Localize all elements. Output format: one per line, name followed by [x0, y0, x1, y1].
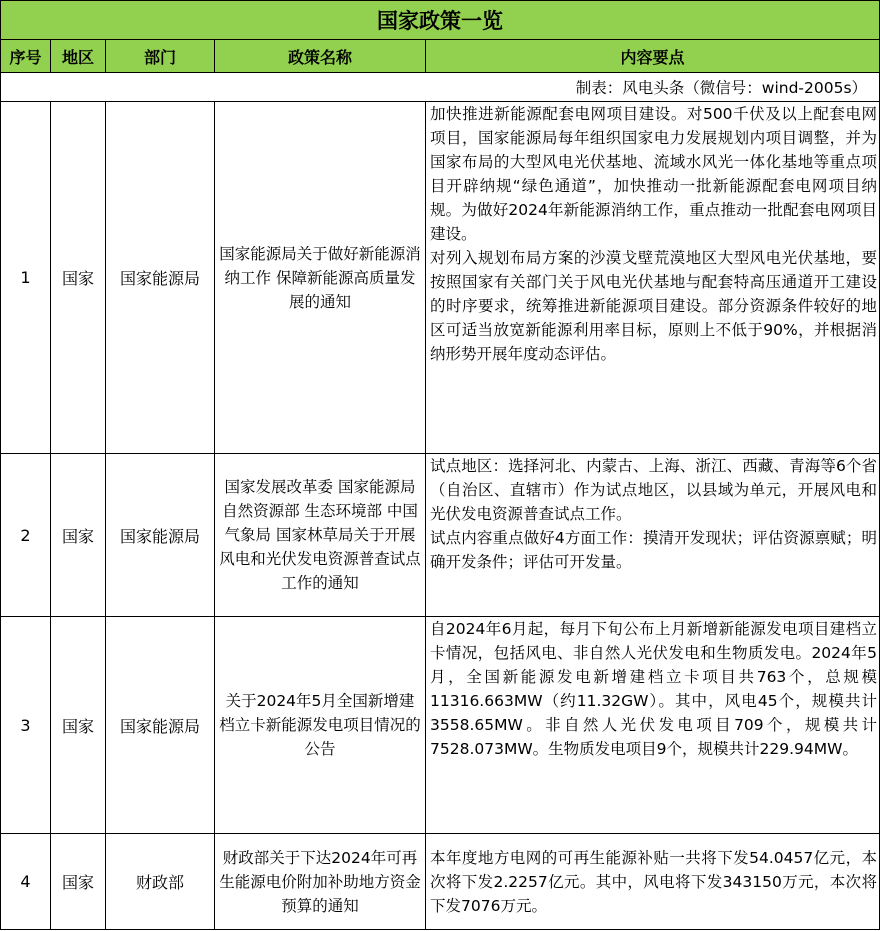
row-department: 国家能源局 [106, 102, 215, 454]
table-row [1, 102, 880, 454]
row-key-points [426, 102, 880, 454]
row-key-points [426, 617, 880, 834]
key-point-paragraph: 对列入规划布局方案的沙漠戈壁荒漠地区大型风电光伏基地，要按照国家有关部门关于风电光伏基地与配套特高压通道开工建设的时序要求，统筹推进新能源项目建设。部分资源条件较好的地区可适当放宽新能源利用率目标，原则上不低于90%，并根据消纳形势开展年度动态评估。 [430, 249, 878, 363]
header-index: 序号 [1, 40, 51, 73]
row-policy-name: 关于2024年5月全国新增建档立卡新能源发电项目情况的公告 [215, 617, 426, 834]
key-point-paragraph: 本年度地方电网的可再生能源补贴一共将下发54.0457亿元，本次将下发2.2257亿元。其中，风电将下发343150万元，本次将下发7076万元。 [430, 848, 878, 915]
row-department: 财政部 [106, 834, 215, 930]
row-index: 3 [1, 617, 51, 834]
row-index: 1 [1, 102, 51, 454]
row-region: 国家 [51, 617, 106, 834]
header-region: 地区 [51, 40, 106, 73]
row-key-points [426, 834, 880, 930]
table-title: 国家政策一览 [1, 1, 880, 40]
key-point-paragraph: 试点内容重点做好4方面工作：摸清开发现状；评估资源禀赋；明确开发条件；评估可开发量。 [430, 529, 878, 571]
row-department: 国家能源局 [106, 454, 215, 617]
row-department: 国家能源局 [106, 617, 215, 834]
row-index: 4 [1, 834, 51, 930]
table-row [1, 454, 880, 617]
row-region: 国家 [51, 834, 106, 930]
header-key-points: 内容要点 [426, 40, 880, 73]
row-policy-name: 财政部关于下达2024年可再生能源电价附加补助地方资金预算的通知 [215, 834, 426, 930]
row-region: 国家 [51, 102, 106, 454]
table-row [1, 834, 880, 930]
row-policy-name: 国家发展改革委 国家能源局 自然资源部 生态环境部 中国气象局 国家林草局关于开展风电和光伏发电资源普查试点工作的通知 [215, 454, 426, 617]
row-region: 国家 [51, 454, 106, 617]
row-policy-name: 国家能源局关于做好新能源消纳工作 保障新能源高质量发展的通知 [215, 102, 426, 454]
key-point-paragraph: 试点地区：选择河北、内蒙古、上海、浙江、西藏、青海等6个省（自治区、直辖市）作为试点地区，以县域为单元，开展风电和光伏发电资源普查试点工作。 [430, 457, 878, 523]
table-row [1, 617, 880, 834]
table-credit: 制表：风电头条（微信号：wind-2005s） [1, 73, 880, 102]
header-policy-name: 政策名称 [215, 40, 426, 73]
row-key-points [426, 454, 880, 617]
row-index: 2 [1, 454, 51, 617]
key-point-paragraph: 自2024年6月起，每月下旬公布上月新增新能源发电项目建档立卡情况，包括风电、非自然人光伏发电和生物质发电。2024年5月，全国新能源发电新增建档立卡项目共763个，总规模11316.663MW（约11.32GW）。其中，风电45个，规模共计3558.65MW。非自然人光伏发电项目709个，规模共计7528.073MW。生物质发电项目9个，规模共计229.94MW。 [430, 620, 878, 758]
header-department: 部门 [106, 40, 215, 73]
key-point-paragraph: 加快推进新能源配套电网项目建设。对500千伏及以上配套电网项目，国家能源局每年组织国家电力发展规划内项目调整，并为国家布局的大型风电光伏基地、流域水风光一体化基地等重点项目开辟纳规“绿色通道”，加快推动一批新能源配套电网项目纳规。为做好2024年新能源消纳工作，重点推动一批配套电网项目建设。 [430, 105, 878, 243]
